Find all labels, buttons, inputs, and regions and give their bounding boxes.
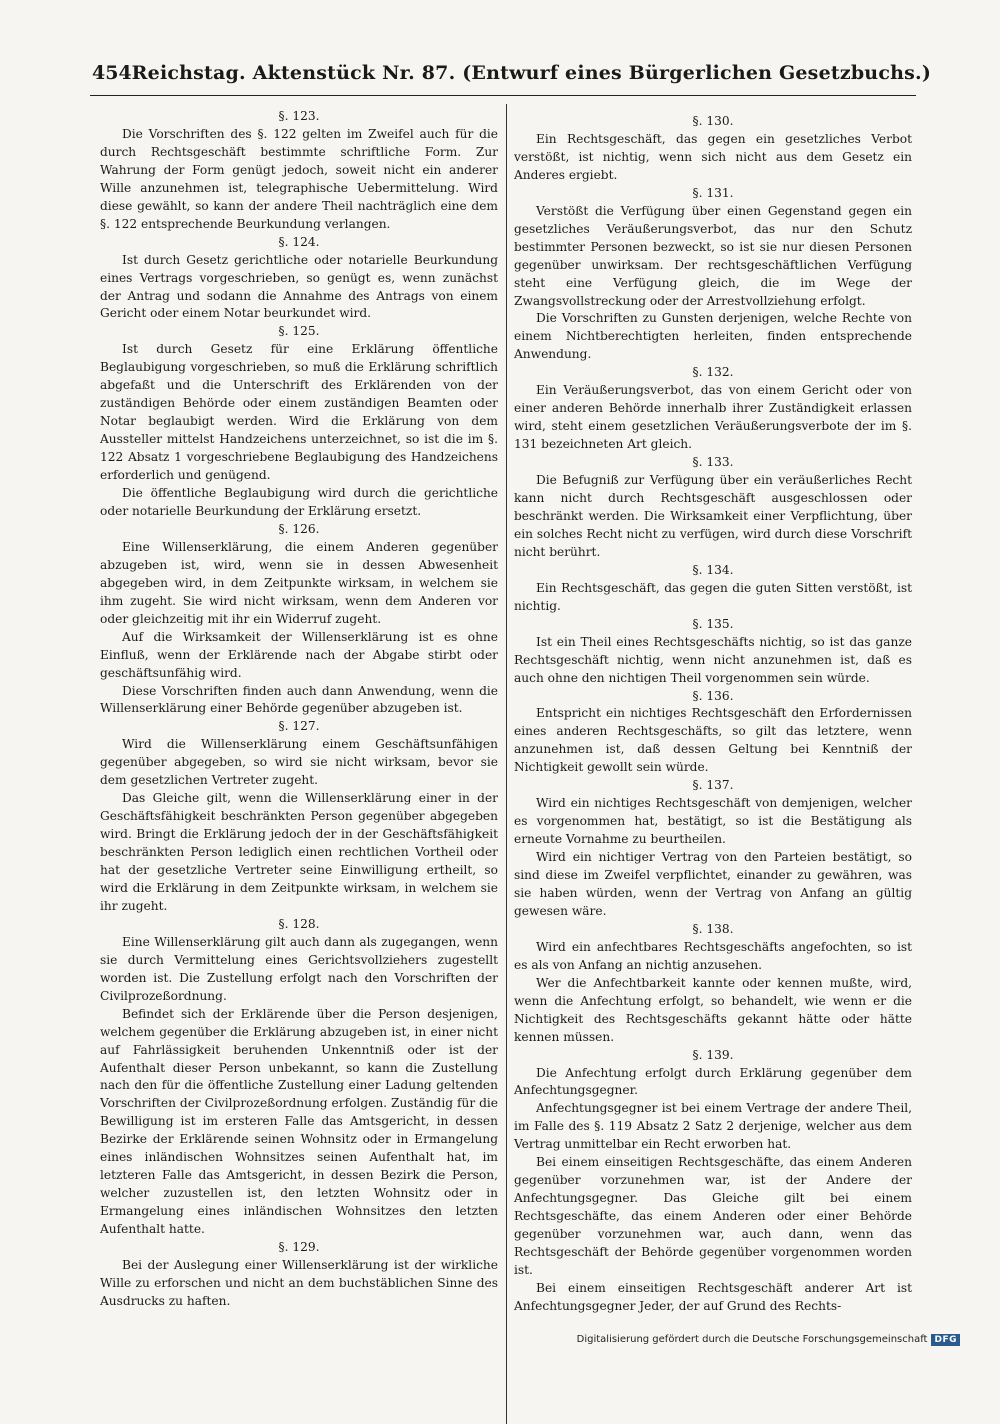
section-paragraph: Wird die Willenserklärung einem Geschäftsunfähigen gegenüber abgegeben, so wird sie nicht wirksam, bevor sie dem gesetzlichen Vertreter zugeht. <box>100 737 498 788</box>
section-paragraph: Das Gleiche gilt, wenn die Willenserklärung einer in der Geschäftsfähigkeit beschränkten Person gegenüber abgegeben wird. Bringt die Erklärung jedoch der in der Geschäftsfähigkeit beschränkten Person lediglich einen rechtlichen Vortheil oder hat der gesetzliche Vertreter seine Einwilligung ertheilt, so wird die Erklärung in dem Zeitpunkte wirksam, in welchem sie ihr zugeht. <box>100 791 498 913</box>
section-paragraph: Ein Rechtsgeschäft, das gegen die guten Sitten verstößt, ist nichtig. <box>514 580 912 613</box>
section-paragraph: Eine Willenserklärung gilt auch dann als zugegangen, wenn sie durch Vermittelung eines Gerichtsvollziehers zugestellt worden ist. Die Zustellung erfolgt nach den Vorschriften der Civilprozeßordnung. <box>100 934 498 1003</box>
section-paragraph: Die Vorschriften zu Gunsten derjenigen, welche Rechte von einem Nichtberechtigten herleiten, finden entsprechende Anwendung. <box>514 311 912 362</box>
section-heading: §. 139. <box>692 1047 734 1062</box>
section-paragraph: Auf die Wirksamkeit der Willenserklärung ist es ohne Einfluß, wenn der Erklärende nach der Abgabe stirbt oder geschäftsunfähig wird. <box>100 629 498 680</box>
section-paragraph: Entspricht ein nichtiges Rechtsgeschäft den Erfordernissen eines anderen Rechtsgeschäfts, so gilt das letztere, wenn anzunehmen ist, daß dessen Geltung bei Kenntniß der Nichtigkeit gewollt sein würde. <box>514 706 912 775</box>
section-heading: §. 136. <box>692 688 734 703</box>
section-heading: §. 129. <box>278 1240 320 1255</box>
section-heading: §. 124. <box>278 234 320 249</box>
header-rule <box>90 95 916 96</box>
section-paragraph: Ein Rechtsgeschäft, das gegen ein gesetzliches Verbot verstößt, ist nichtig, wenn sich nicht aus dem Gesetz ein Anderes ergiebt. <box>514 131 912 182</box>
section-heading: §. 138. <box>692 921 734 936</box>
section-heading: §. 123. <box>278 109 320 123</box>
section-paragraph: Ist ein Theil eines Rechtsgeschäfts nichtig, so ist das ganze Rechtsgeschäft nichtig, wenn nicht anzunehmen ist, daß es auch ohne den nichtigen Theil vorgenommen sein würde. <box>514 634 912 685</box>
column-divider <box>506 104 507 1424</box>
section-heading: §. 135. <box>692 616 734 631</box>
section-paragraph: Ein Veräußerungsverbot, das von einem Gericht oder von einer anderen Behörde innerhalb ihrer Zuständigkeit erlassen wird, steht einem gesetzlichen Veräußerungsverbote der im §. 131 bezeichneten Art gleich. <box>514 383 912 452</box>
section-heading: §. 131. <box>692 185 734 200</box>
section-heading: §. 127. <box>278 719 320 734</box>
page-header <box>92 62 932 84</box>
section-paragraph: Bei der Auslegung einer Willenserklärung ist der wirkliche Wille zu erforschen und nicht an dem buchstäblichen Sinne des Ausdrucks zu haften. <box>100 1258 498 1308</box>
section-paragraph: Eine Willenserklärung, die einem Anderen gegenüber abzugeben ist, wird, wenn sie in dessen Abwesenheit abgegeben wird, in dem Zeitpunkte wirksam, in welchem sie ihm zugeht. Sie wird nicht wirksam, wenn dem Anderen vor oder gleichzeitig mit ihr ein Widerruf zugeht. <box>100 539 498 626</box>
section-paragraph: Die Befugniß zur Verfügung über ein veräußerliches Recht kann nicht durch Rechtsgeschäft ausgeschlossen oder beschränkt werden. Die Wirksamkeit einer Verpflichtung, über ein solches Recht nicht zu verfügen, wird durch diese Vorschrift nicht berührt. <box>514 473 912 559</box>
running-title: Reichstag. Aktenstück Nr. 87. (Entwurf eines Bürgerlichen Gesetzbuchs.) <box>131 62 932 84</box>
section-paragraph: Bei einem einseitigen Rechtsgeschäfte, das einem Anderen gegenüber vorzunehmen war, ist der Andere der Anfechtungsgegner. Das Gleiche gilt bei einem Rechtsgeschäfte, das einem Anderen oder einer Behörde gegenüber vorzunehmen war, auch dann, wenn das Rechtsgeschäft der Behörde gegenüber vorgenommen worden ist. <box>514 1155 912 1277</box>
section-paragraph: Befindet sich der Erklärende über die Person desjenigen, welchem gegenüber die Erklärung abzugeben ist, in einer nicht auf Fahrlässigkeit beruhenden Unkenntniß oder ist der Aufenthalt dieser Person unbekannt, so kann die Zustellung nach den für die öffentliche Zustellung einer Ladung geltenden Vorschriften der Civilprozeßordnung erfolgen. Zuständig für die Bewilligung ist im ersteren Falle das Amtsgericht, in dessen Bezirke der Erklärende seinen Wohnsitz oder in Ermangelung eines inländischen Wohnsitzes seinen Aufenthalt hat, im letzteren Falle das Amtsgericht, in dessen Bezirk die Person, welcher zuzustellen ist, den letzten Wohnsitz oder in Ermangelung eines inländischen Wohnsitzes den letzten Aufenthalt hatte. <box>100 1006 498 1237</box>
footer <box>577 1334 960 1345</box>
section-paragraph: Ist durch Gesetz für eine Erklärung öffentliche Beglaubigung vorgeschrieben, so muß die Erklärung schriftlich abgefaßt und die Unterschrift des Erklärenden von der zuständigen Behörde oder einem zuständigen Beamten oder Notar beglaubigt werden. Wird die Erklärung von dem Aussteller mittelst Handzeichens unterzeichnet, so ist die im §. 122 Absatz 1 vorgeschriebene Beglaubigung des Handzeichens erforderlich und genügend. <box>100 342 498 483</box>
section-heading: §. 130. <box>692 114 734 128</box>
page-number: 454 <box>92 62 132 84</box>
dfg-logo <box>931 1334 960 1345</box>
dfg-logo-text: DFG <box>931 1334 960 1346</box>
section-paragraph: Wird ein nichtiger Vertrag von den Parteien bestätigt, so sind diese im Zweifel verpflichtet, einander zu gewähren, was sie haben würden, wenn der Vertrag von Anfang an gültig gewesen wäre. <box>514 850 912 918</box>
section-paragraph: Wird ein anfechtbares Rechtsgeschäfts angefochten, so ist es als von Anfang an nichtig anzusehen. <box>514 939 912 972</box>
section-heading: §. 133. <box>692 455 734 470</box>
section-heading: §. 128. <box>278 916 320 931</box>
section-heading: §. 134. <box>692 562 734 577</box>
section-paragraph: Anfechtungsgegner ist bei einem Vertrage der andere Theil, im Falle des §. 119 Absatz 2 Satz 2 derjenige, welcher aus dem Vertrag unmittelbar ein Recht erworben hat. <box>514 1101 912 1152</box>
funding-note: Digitalisierung gefördert durch die Deutsche Forschungsgemeinschaft <box>576 1334 928 1345</box>
section-heading: §. 126. <box>278 521 320 536</box>
section-paragraph: Bei einem einseitigen Rechtsgeschäft anderer Art ist Anfechtungsgegner Jeder, der auf Grund des Rechts- <box>514 1280 912 1313</box>
section-heading: §. 137. <box>692 778 734 793</box>
section-paragraph: Wird ein nichtiges Rechtsgeschäft von demjenigen, welcher es vorgenommen hat, bestätigt, so ist die Bestätigung als erneute Vornahme zu beurtheilen. <box>514 796 912 847</box>
section-paragraph: Diese Vorschriften finden auch dann Anwendung, wenn die Willenserklärung einer Behörde gegenüber abzugeben ist. <box>100 683 498 716</box>
section-paragraph: Wer die Anfechtbarkeit kannte oder kennen mußte, wird, wenn die Anfechtung erfolgt, so behandelt, wie wenn er die Nichtigkeit des Rechtsgeschäfts gekannt hätte oder hätte kennen müssen. <box>514 975 912 1044</box>
section-paragraph: Die öffentliche Beglaubigung wird durch die gerichtliche oder notarielle Beurkundung der Erklärung ersetzt. <box>100 486 498 518</box>
section-heading: §. 125. <box>278 324 320 339</box>
section-paragraph: Die Anfechtung erfolgt durch Erklärung gegenüber dem Anfechtungsgegner. <box>514 1065 912 1098</box>
section-heading: §. 132. <box>692 365 734 380</box>
section-paragraph: Verstößt die Verfügung über einen Gegenstand gegen ein gesetzliches Veräußerungsverbot, das nur den Schutz bestimmter Personen bezweckt, so ist sie nur diesen Personen gegenüber unwirksam. Der rechtsgeschäftlichen Verfügung steht eine Verfügung gleich, die im Wege der Zwangsvollstreckung oder der Arrestvollziehung erfolgt. <box>514 203 912 308</box>
section-paragraph: Ist durch Gesetz gerichtliche oder notarielle Beurkundung eines Vertrags vorgeschrieben, so genügt es, wenn zunächst der Antrag und sodann die Annahme des Antrags von einem Gericht oder einem Notar beurkundet wird. <box>100 252 498 321</box>
right-column <box>514 113 912 1316</box>
section-paragraph: Die Vorschriften des §. 122 gelten im Zweifel auch für die durch Rechtsgeschäft bestimmte schriftliche Form. Zur Wahrung der Form genügt jedoch, soweit nicht ein anderer Wille anzunehmen ist, telegraphische Uebermittelung. Wird diese gewählt, so kann der andere Theil nachträglich eine dem §. 122 entsprechende Beurkundung verlangen. <box>100 126 498 231</box>
left-column <box>100 108 498 1311</box>
